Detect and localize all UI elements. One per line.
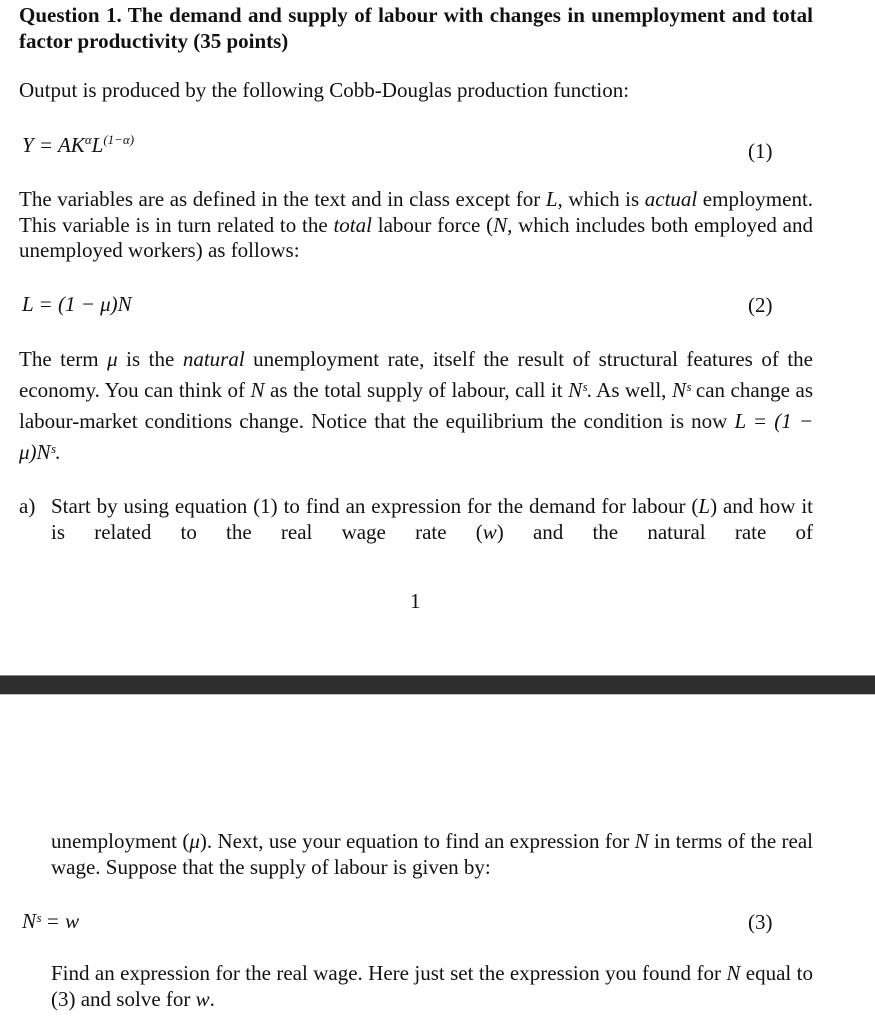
real-wage-instruction: Find an expression for the real wage. Here just set the expression you found for N equal to (3) and solve for w. (51, 961, 814, 1011)
equation-1: $Y = AK^\alpha L^{(1-\alpha)}$ (22, 132, 135, 157)
equation-3: Nˢ = w (22, 909, 80, 933)
part-a-label: a) (19, 494, 36, 518)
equation-2: L = (1 − μ)N (22, 292, 132, 316)
intro-text: Output is produced by the following Cobb-Douglas production function: (19, 78, 630, 102)
equation-2-number: (2) (748, 293, 773, 317)
page-number: 1 (410, 589, 421, 613)
question-title: Question 1. The demand and supply of labour with changes in unemployment and total factor productivity (35 points) (19, 3, 813, 53)
equation-1-number: (1) (748, 139, 773, 163)
equation-3-number: (3) (748, 910, 773, 934)
part-a-text: Start by using equation (1) to find an expression for the demand for labour (L) and how it is related to the real wage rate (w) and the natural rate of (51, 494, 813, 544)
part-a-continued: unemployment (μ). Next, use your equation to find an expression for N in terms of the real wage. Suppose that the supply of labour is given by: (51, 829, 813, 879)
paragraph-natural-rate: The term μ is the natural unemployment rate, itself the result of structural features of the economy. You can think of N as the total supply of labour, call it Nˢ. As well, Nˢ can change as labour-market conditions change. Notice that the equilibrium the condition is now L = (1 − μ)Nˢ. (19, 347, 814, 464)
paragraph-variables: The variables are as defined in the text and in class except for L, which is actual employment. This variable is in turn related to the total labour force (N, which includes both employed and unemployed workers) as follows: (19, 187, 814, 262)
page-separator (0, 675, 875, 695)
